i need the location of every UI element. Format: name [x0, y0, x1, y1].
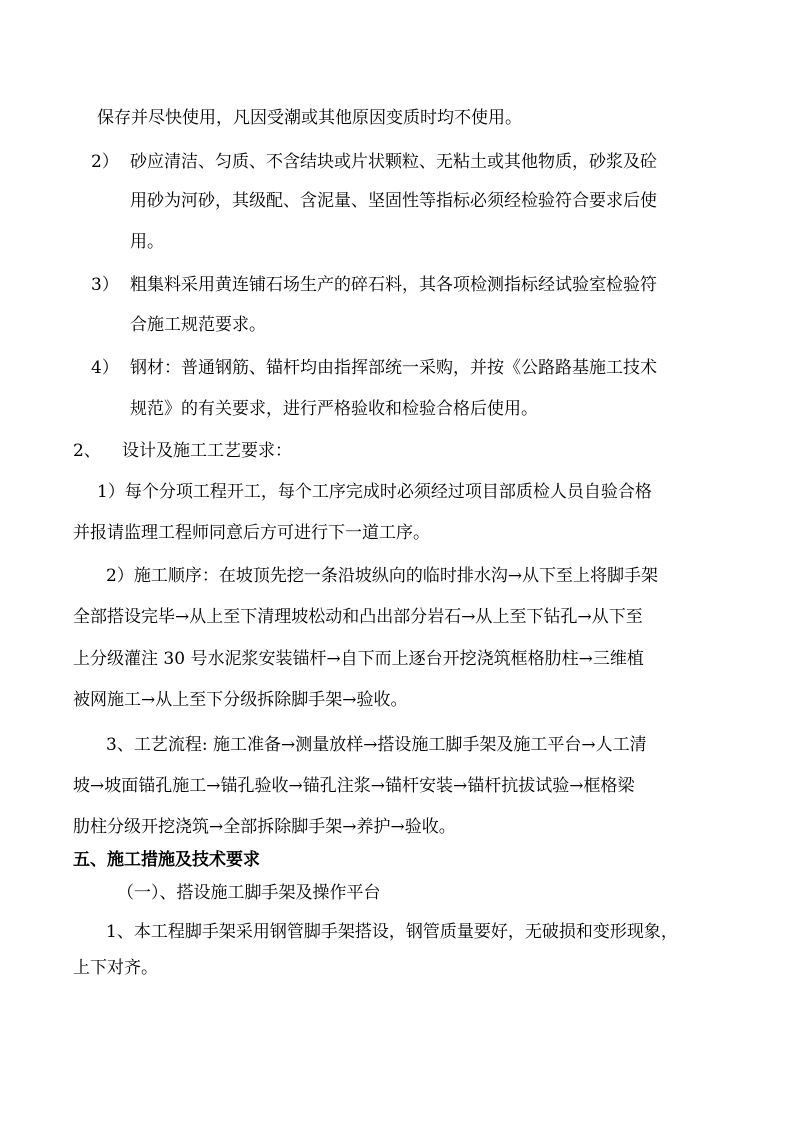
paragraph-line: 肋柱分级开挖浇筑→全部拆除脚手架→养护→验收。 — [73, 817, 456, 837]
paragraph-line: 3、工艺流程: 施工准备→测量放样→搭设施工脚手架及施工平台→人工清 — [106, 735, 647, 755]
chapter-heading: 五、施工措施及技术要求 — [73, 850, 260, 870]
paragraph-line: 并报请监理工程师同意后方可进行下一道工序。 — [73, 523, 430, 543]
paragraph-line: 2）施工顺序：在坡顶先挖一条沿坡纵向的临时排水沟→从下至上将脚手架 — [106, 566, 659, 586]
section-number: 2、 — [73, 441, 101, 461]
list-number: 2） — [91, 152, 119, 172]
list-item-line: 用。 — [130, 232, 164, 252]
paragraph-line: 全部搭设完毕→从上至下清理坡松动和凸出部分岩石→从上至下钻孔→从下至 — [73, 607, 643, 627]
paragraph-line: 1）每个分项工程开工，每个工序完成时必须经过项目部质检人员自验合格 — [97, 482, 652, 502]
list-item-line: 钢材：普通钢筋、锚杆均由指挥部统一采购，并按《公路路基施工技术 — [130, 358, 657, 378]
paragraph-line: 保存并尽快使用，凡因受潮或其他原因变质时均不使用。 — [97, 108, 522, 128]
section-heading: 设计及施工工艺要求： — [122, 441, 292, 461]
list-number: 3） — [91, 275, 119, 295]
paragraph-line: 上分级灌注 30 号水泥浆安装锚杆→自下而上逐台开挖浇筑框格肋柱→三维植 — [73, 649, 644, 669]
list-item-line: 用砂为河砂，其级配、含泥量、坚固性等指标必须经检验符合要求后使 — [130, 191, 657, 211]
list-number: 4） — [91, 358, 119, 378]
paragraph-line: 上下对齐。 — [73, 958, 158, 978]
paragraph-line: 1、本工程脚手架采用钢管脚手架搭设，钢管质量要好，无破损和变形现象， — [106, 922, 678, 942]
subsection-heading: （一）、搭设施工脚手架及操作平台 — [117, 883, 381, 903]
list-item-line: 合施工规范要求。 — [130, 315, 266, 335]
list-item-line: 粗集料采用黄连铺石场生产的碎石料，其各项检测指标经试验室检验符 — [130, 275, 657, 295]
list-item-line: 规范》的有关要求，进行严格验收和检验合格后使用。 — [130, 399, 538, 419]
paragraph-line: 被网施工→从上至下分级拆除脚手架→验收。 — [73, 690, 408, 710]
list-item-line: 砂应清洁、匀质、不含结块或片状颗粒、无粘土或其他物质，砂浆及砼 — [130, 152, 657, 172]
paragraph-line: 坡→坡面锚孔施工→锚孔验收→锚孔注浆→锚杆安装→锚杆抗拔试验→框格梁 — [73, 776, 635, 796]
